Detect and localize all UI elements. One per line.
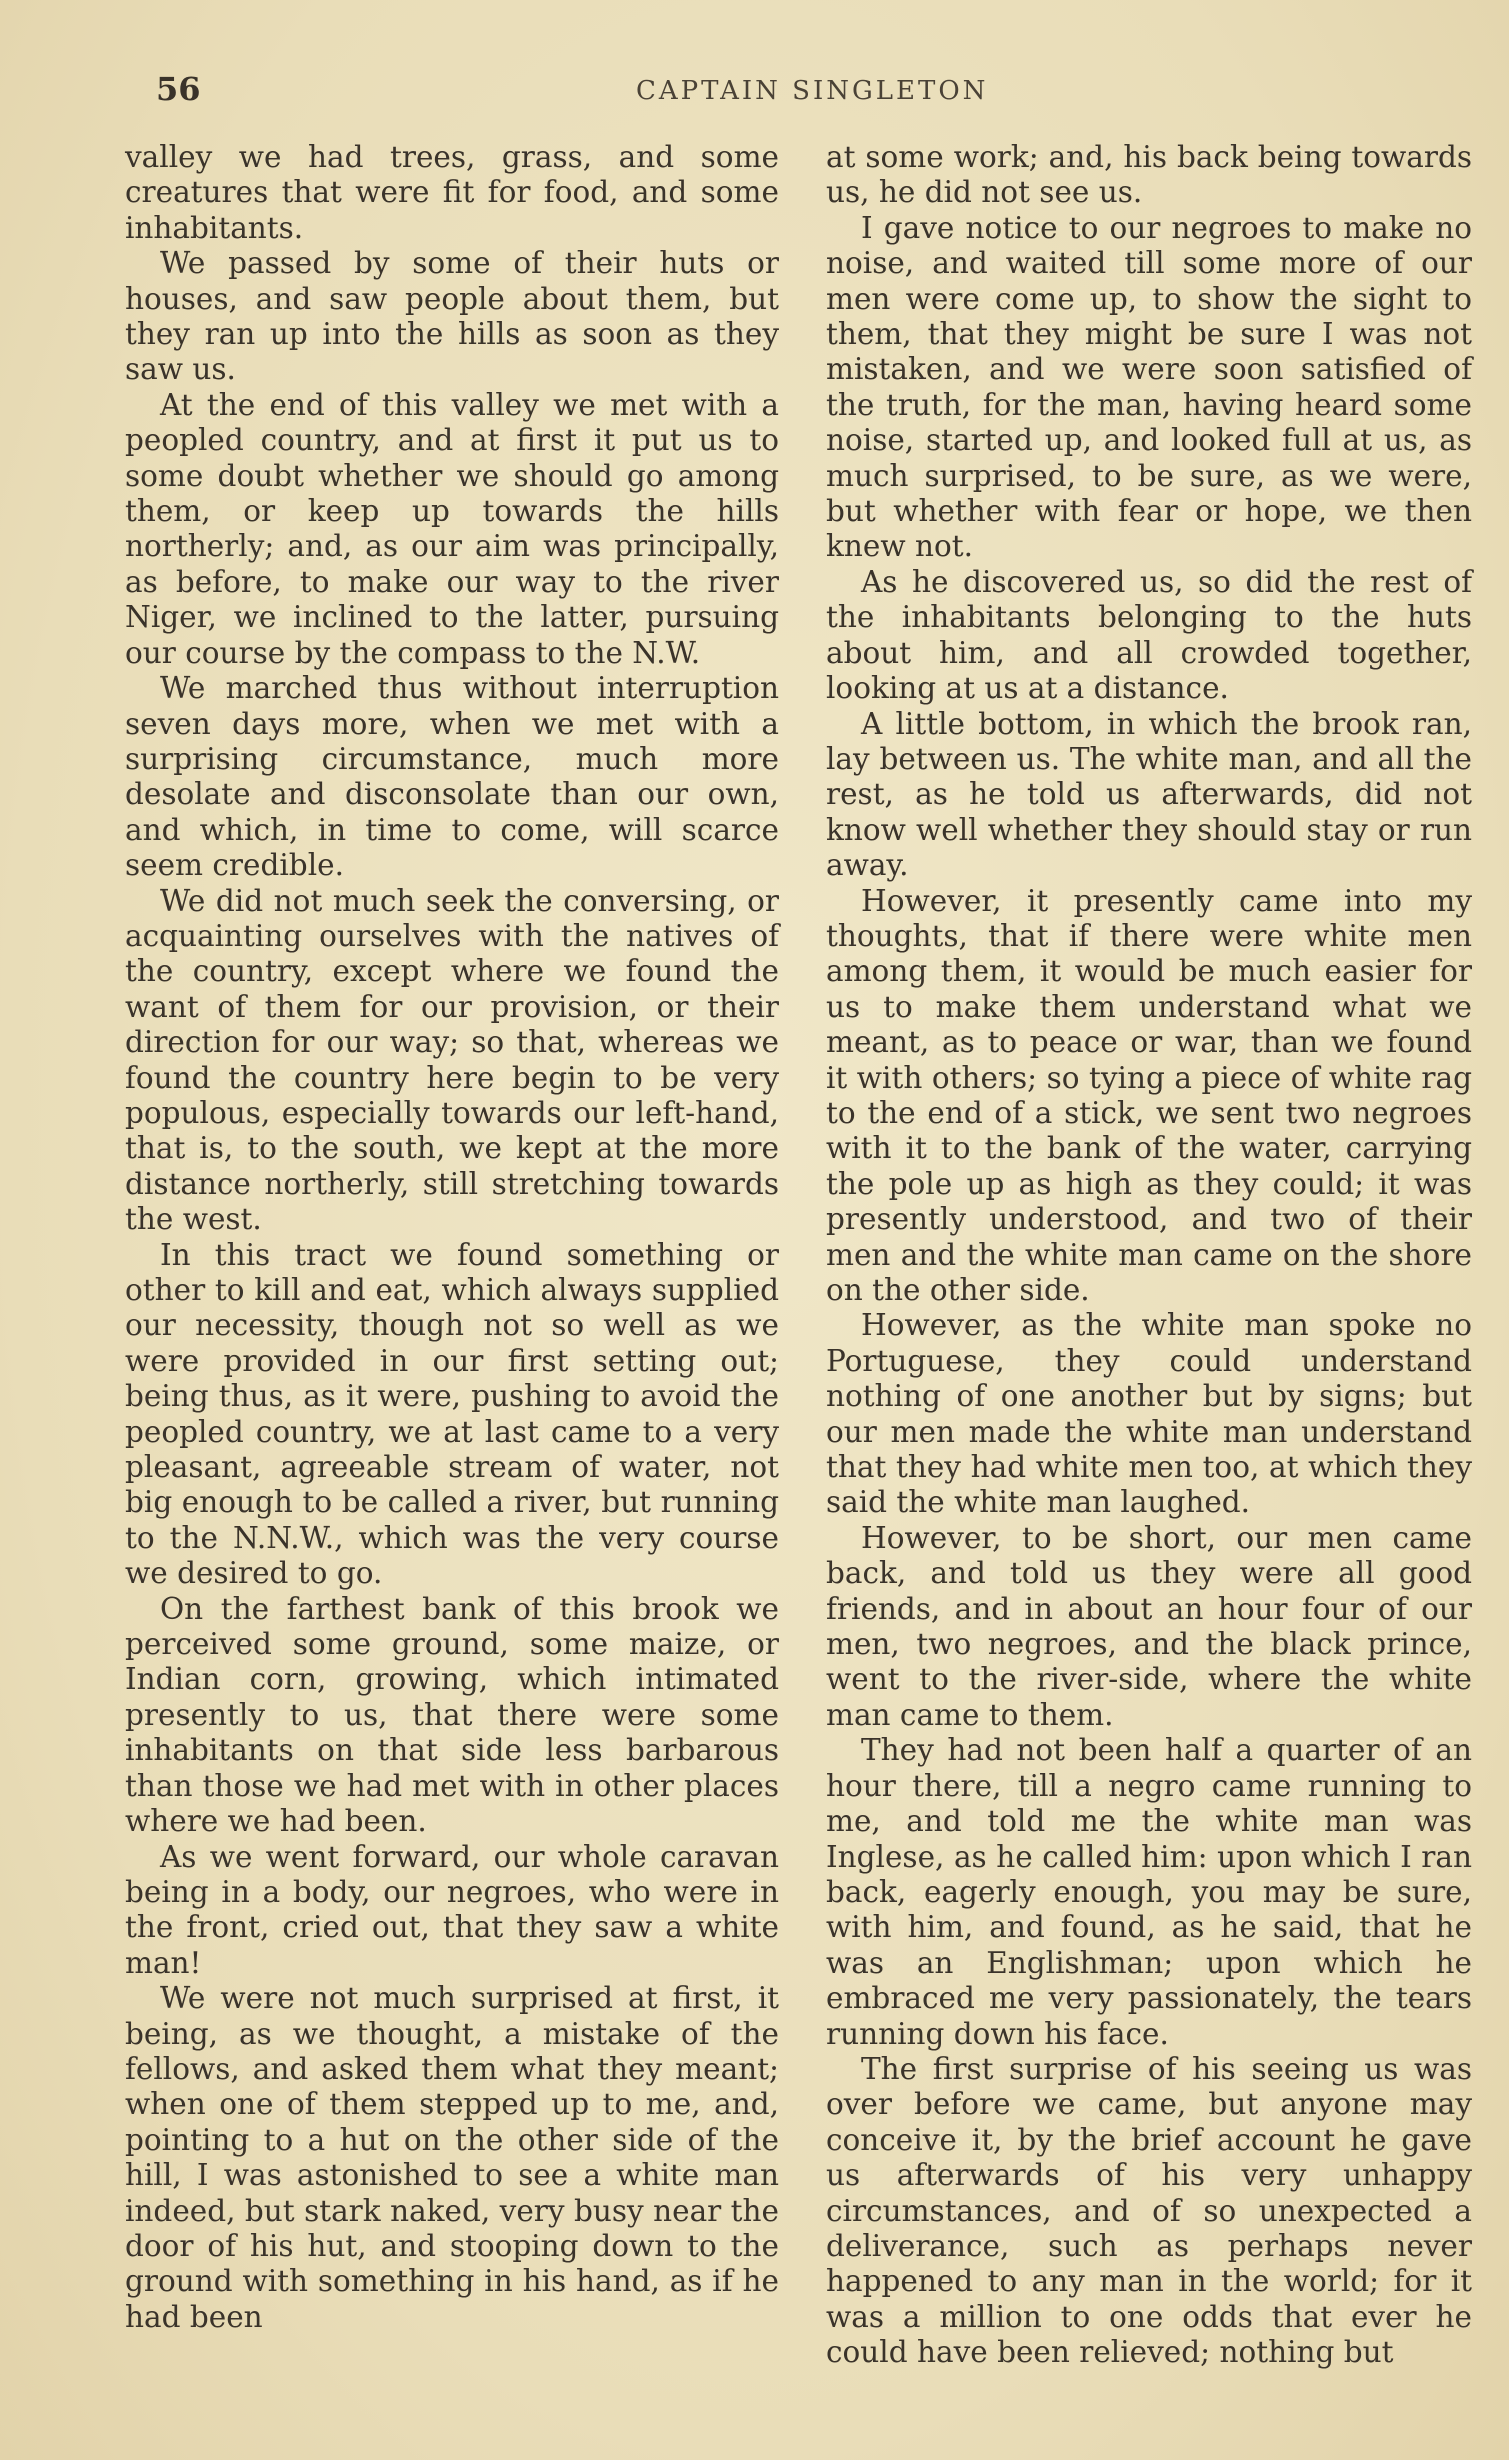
paragraph: We passed by some of their huts or houses, and saw people about them, but they ran up into the hills as soon as they saw us.	[125, 246, 779, 387]
paragraph: The first surprise of his seeing us was over before we came, but anyone may conceive it, by the brief account he gave us afterwards of his very unhappy circumstances, and of so unexpected a deliverance, such as perhaps never happened to any man in the world; for it was a million to one odds that ever he could have been relieved; nothing but	[826, 2051, 1472, 2370]
paragraph: at some work; and, his back being towards us, he did not see us.	[826, 140, 1472, 210]
paragraph: We did not much seek the conversing, or acquainting ourselves with the natives of the country, except where we found the want of them for our provision, or their direction for our way; so that, whereas we found the country here begin to be very populous, especially towards our left-hand, that is, to the south, we kept at the more distance northerly, still stretching towards the west.	[125, 883, 779, 1237]
paragraph: We marched thus without interruption seven days more, when we met with a surprising circumstance, much more desolate and disconsolate than our own, and which, in time to come, will scarce seem credible.	[125, 671, 779, 883]
paragraph: However, it presently came into my thoughts, that if there were white men among them, it would be much easier for us to make them understand what we meant, as to peace or war, than we found it with others; so tying a piece of white rag to the end of a stick, we sent two negroes with it to the bank of the water, carrying the pole up as high as they could; it was presently understood, and two of their men and the white man came on the shore on the other side.	[826, 883, 1472, 1307]
page-header	[0, 62, 1509, 122]
paragraph: A little bottom, in which the brook ran, lay between us. The white man, and all the rest, as he told us afterwards, did not know well whether they should stay or run away.	[826, 706, 1472, 883]
paragraph: valley we had trees, grass, and some creatures that were fit for food, and some inhabitants.	[125, 140, 779, 245]
running-title: CAPTAIN SINGLETON	[636, 76, 989, 106]
paragraph: However, as the white man spoke no Portuguese, they could understand nothing of one another but by signs; but our men made the white man understand that they had white men too, at which they said the white man laughed.	[826, 1308, 1472, 1520]
left-column	[125, 140, 779, 2335]
paragraph: They had not been half a quarter of an hour there, till a negro came running to me, and told me the white man was Inglese, as he called him: upon which I ran back, eagerly enough, you may be sure, with him, and found, as he said, that he was an Englishman; upon which he embraced me very passionately, the tears running down his face.	[826, 1733, 1472, 2051]
right-column	[826, 140, 1472, 2371]
paragraph: As he discovered us, so did the rest of the inhabitants belonging to the huts about him, and all crowded together, looking at us at a distance.	[826, 564, 1472, 706]
paragraph: We were not much surprised at first, it being, as we thought, a mistake of the fellows, and asked them what they meant; when one of them stepped up to me, and, pointing to a hut on the other side of the hill, I was astonished to see a white man indeed, but stark naked, very busy near the door of his hut, and stooping down to the ground with something in his hand, as if he had been	[125, 1981, 779, 2334]
paragraph: On the farthest bank of this brook we perceived some ground, some maize, or Indian corn, growing, which intimated presently to us, that there were some inhabitants on that side less barbarous than those we had met with in other places where we had been.	[125, 1591, 779, 1839]
paragraph: At the end of this valley we met with a peopled country, and at first it put us to some doubt whether we should go among them, or keep up towards the hills northerly; and, as our aim was principally, as before, to make our way to the river Niger, we inclined to the latter, pursuing our course by the compass to the N.W.	[125, 387, 779, 670]
paragraph: However, to be short, our men came back, and told us they were all good friends, and in about an hour four of our men, two negroes, and the black prince, went to the river-side, where the white man came to them.	[826, 1520, 1472, 1732]
paragraph: In this tract we found something or other to kill and eat, which always supplied our necessity, though not so well as we were provided in our first setting out; being thus, as it were, pushing to avoid the peopled country, we at last came to a very pleasant, agreeable stream of water, not big enough to be called a river, but running to the N.N.W., which was the very course we desired to go.	[125, 1237, 779, 1591]
page-number: 56	[156, 70, 201, 108]
paragraph: As we went forward, our whole caravan being in a body, our negroes, who were in the front, cried out, that they saw a white man!	[125, 1839, 779, 1980]
paragraph: I gave notice to our negroes to make no noise, and waited till some more of our men were come up, to show the sight to them, that they might be sure I was not mistaken, and we were soon satisfied of the truth, for the man, having heard some noise, started up, and looked full at us, as much surprised, to be sure, as we were, but whether with fear or hope, we then knew not.	[826, 210, 1472, 564]
